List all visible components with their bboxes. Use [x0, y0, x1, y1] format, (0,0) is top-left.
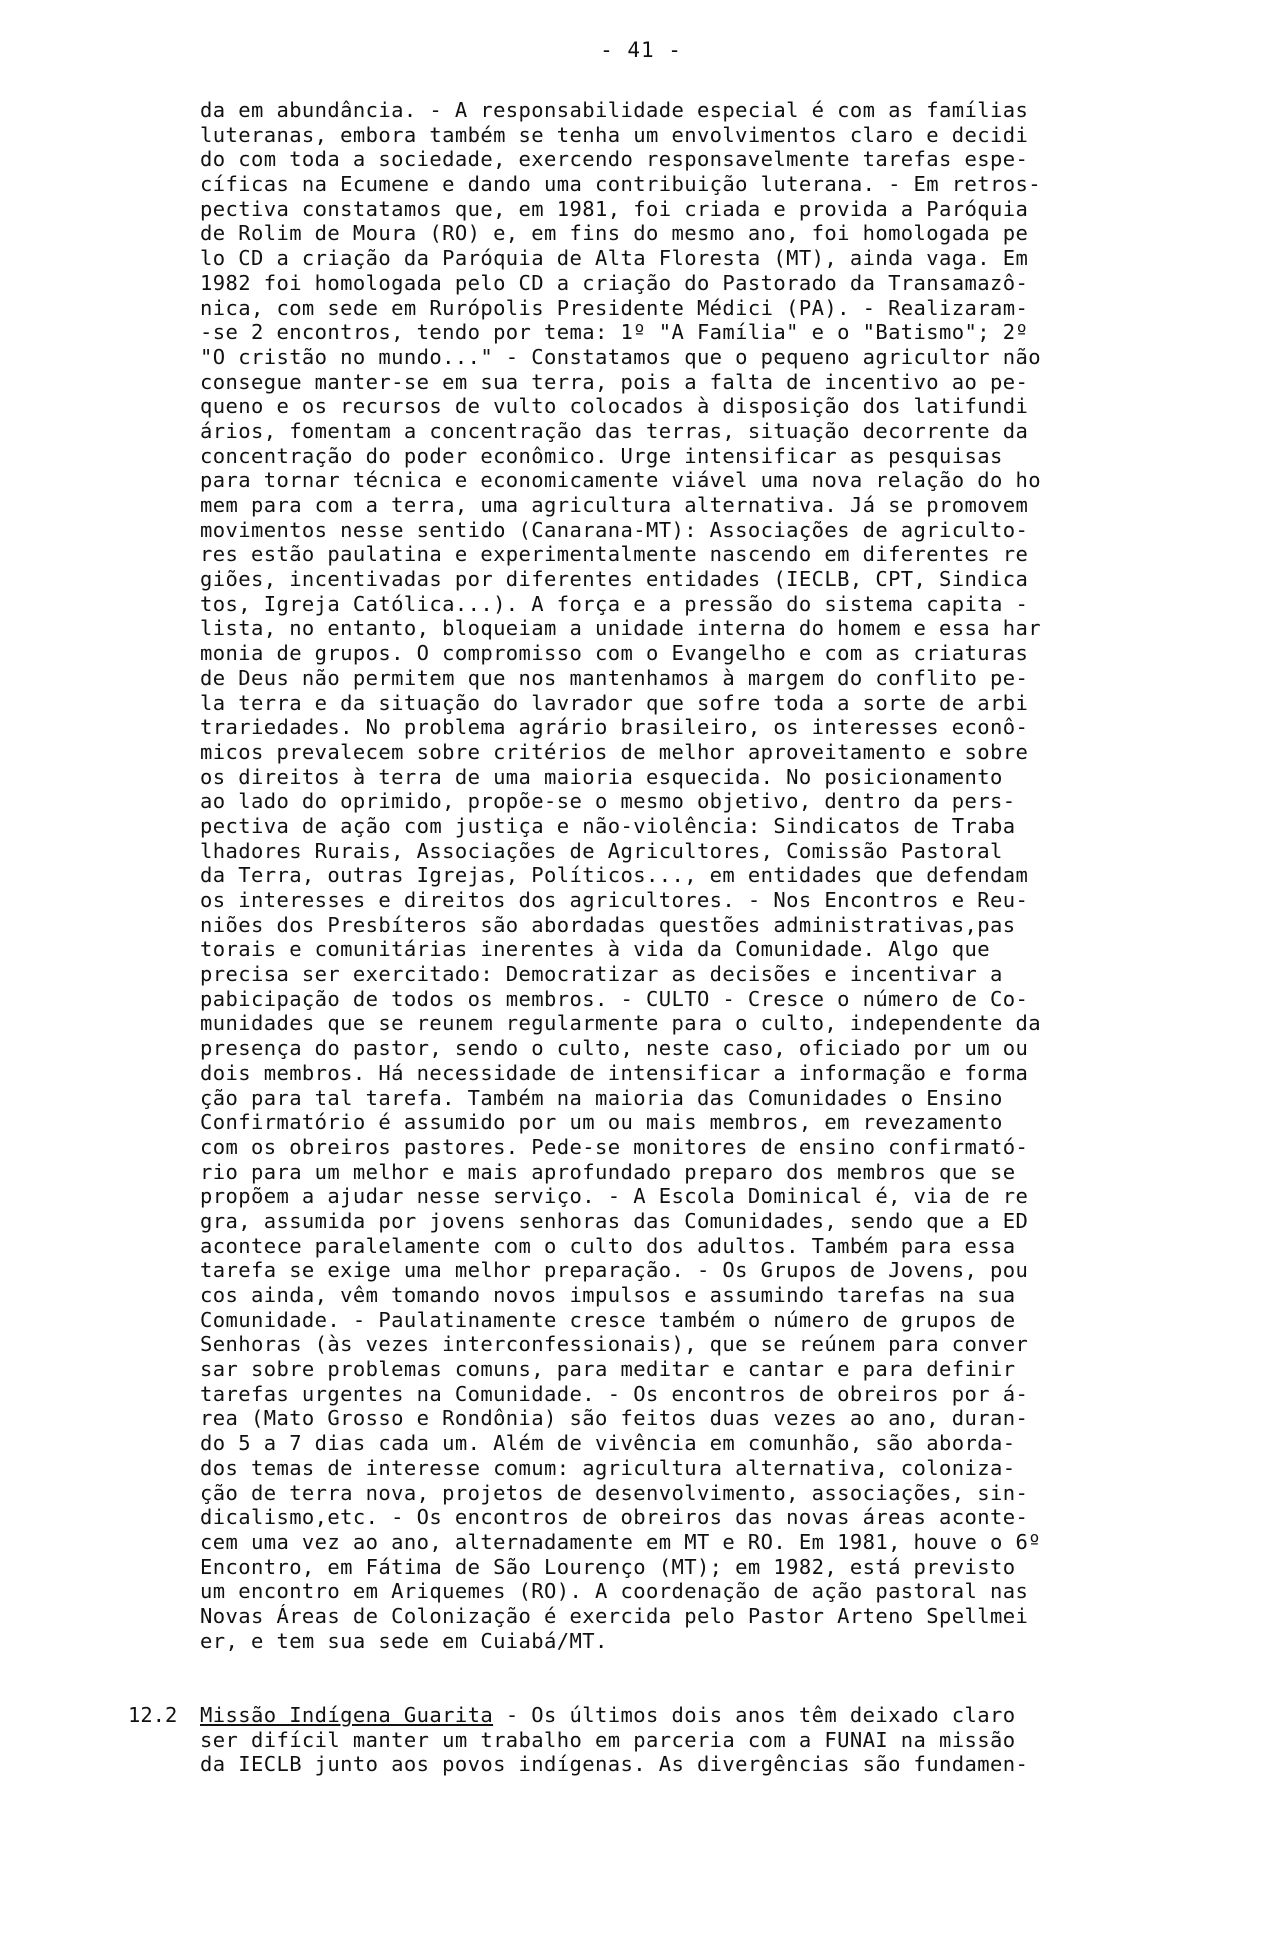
text-line: ários, fomentam a concentração das terras, situação decorrente da — [200, 418, 1029, 443]
text-line: ção de terra nova, projetos de desenvolvimento, associações, sin- — [200, 1480, 1029, 1505]
text-line: cos ainda, vêm tomando novos impulsos e assumindo tarefas na sua — [200, 1283, 1016, 1307]
text-line: do 5 a 7 dias cada um. Além de vivência em comunhão, são aborda- — [200, 1431, 1016, 1456]
text-line: de Deus não permitem que nos mantenhamos à margem do conflito pe- — [200, 665, 1029, 690]
text-line: com os obreiros pastores. Pede-se monitores de ensino confirmató- — [200, 1134, 1029, 1159]
text-line: pectiva de ação com justiça e não-violência: Sindicatos de Traba — [200, 813, 1016, 838]
text-line: ção para tal tarefa. Também na maioria das Comunidades o Ensino — [200, 1085, 1003, 1110]
text-line: cem uma vez ao ano, alternadamente em MT e RO. Em 1981, houve o 6º — [200, 1529, 1041, 1554]
text-line: concentração do poder econômico. Urge intensificar as pesquisas — [200, 443, 1003, 468]
section-line — [200, 1703, 1230, 1728]
text-line: Encontro, em Fátima de São Lourenço (MT); em 1982, está previsto — [200, 1554, 1016, 1579]
section-title: Missão Indígena Guarita — [200, 1703, 494, 1727]
text-line: micos prevalecem sobre critérios de melhor aproveitamento e sobre — [200, 739, 1029, 764]
text-line: mem para com a terra, uma agricultura alternativa. Já se promovem — [200, 493, 1029, 517]
text-line: nica, com sede em Rurópolis Presidente Médici (PA). - Realizaram- — [200, 295, 1029, 320]
text-line: presença do pastor, sendo o culto, neste caso, oficiado por um ou — [200, 1036, 1029, 1061]
section-line: ser difícil manter um trabalho em parceria com a FUNAI na missão — [200, 1727, 1016, 1752]
text-line: Novas Áreas de Colonização é exercida pelo Pastor Arteno Spellmei — [200, 1603, 1029, 1628]
text-line: er, e tem sua sede em Cuiabá/MT. — [200, 1628, 608, 1653]
text-line: ao lado do oprimido, propõe-se o mesmo objetivo, dentro da pers- — [200, 789, 1016, 814]
text-line: do com toda a sociedade, exercendo responsavelmente tarefas espe- — [200, 147, 1029, 172]
text-line: Confirmatório é assumido por um ou mais membros, em revezamento — [200, 1110, 1003, 1135]
text-line: da em abundância. - A responsabilidade especial é com as famílias — [200, 98, 1029, 122]
section-line: da IECLB junto aos povos indígenas. As divergências são fundamen- — [200, 1752, 1029, 1777]
text-line: Senhoras (às vezes interconfessionais), que se reúnem para conver — [200, 1332, 1029, 1357]
text-line: movimentos nesse sentido (Canarana-MT): Associações de agriculto- — [200, 517, 1029, 542]
section-line-rest: - Os últimos dois anos têm deixado claro — [493, 1703, 1016, 1727]
text-line: um encontro em Ariquemes (RO). A coordenação de ação pastoral nas — [200, 1579, 1029, 1604]
text-line: os direitos à terra de uma maioria esquecida. No posicionamento — [200, 764, 1003, 789]
text-line: monia de grupos. O compromisso com o Evangelho e com as criaturas — [200, 641, 1029, 666]
text-line: gra, assumida por jovens senhoras das Comunidades, sendo que a ED — [200, 1208, 1029, 1233]
text-line: dicalismo,etc. - Os encontros de obreiros das novas áreas aconte- — [200, 1505, 1029, 1530]
text-line: lista, no entanto, bloqueiam a unidade interna do homem e essa har — [200, 616, 1041, 641]
text-line: Comunidade. - Paulatinamente cresce também o número de grupos de — [200, 1307, 1016, 1332]
text-line: para tornar técnica e economicamente viável uma nova relação do ho — [200, 468, 1041, 493]
text-line: lo CD a criação da Paróquia de Alta Floresta (MT), ainda vaga. Em — [200, 246, 1029, 271]
text-line: torais e comunitárias inerentes à vida da Comunidade. Algo que — [200, 937, 991, 962]
text-line: cíficas na Ecumene e dando uma contribuição luterana. - Em retros- — [200, 172, 1041, 197]
text-line: munidades que se reunem regularmente para o culto, independente da — [200, 1011, 1041, 1036]
text-line: giões, incentivadas por diferentes entidades (IECLB, CPT, Sindica — [200, 567, 1029, 592]
text-line: tos, Igreja Católica...). A força e a pressão do sistema capita - — [200, 591, 1029, 616]
text-line: dois membros. Há necessidade de intensificar a informação e forma — [200, 1060, 1029, 1085]
text-line: dos temas de interesse comum: agricultura alternativa, coloniza- — [200, 1455, 1016, 1480]
text-line: tarefas urgentes na Comunidade. - Os encontros de obreiros por á- — [200, 1381, 1029, 1406]
text-line: trariedades. No problema agrário brasileiro, os interesses econô- — [200, 715, 1029, 740]
text-line: da Terra, outras Igrejas, Políticos..., em entidades que defendam — [200, 863, 1029, 888]
text-line: tarefa se exige uma melhor preparação. - Os Grupos de Jovens, pou — [200, 1258, 1029, 1283]
text-line: rea (Mato Grosso e Rondônia) são feitos duas vezes ao ano, duran- — [200, 1406, 1029, 1431]
text-line: 1982 foi homologada pelo CD a criação do Pastorado da Transamazô- — [200, 270, 1029, 295]
text-line: -se 2 encontros, tendo por tema: 1º "A Família" e o "Batismo"; 2º — [200, 320, 1029, 345]
text-line: precisa ser exercitado: Democratizar as decisões e incentivar a — [200, 962, 1003, 987]
text-line: res estão paulatina e experimentalmente nascendo em diferentes re — [200, 542, 1029, 567]
text-line: la terra e da situação do lavrador que sofre toda a sorte de arbi — [200, 690, 1029, 715]
text-line: niões dos Presbíteros são abordadas questões administrativas,pas — [200, 912, 1016, 937]
text-line: pabicipação de todos os membros. - CULTO - Cresce o número de Co- — [200, 986, 1029, 1011]
text-line: lhadores Rurais, Associações de Agricultores, Comissão Pastoral — [200, 838, 1003, 863]
text-line: queno e os recursos de vulto colocados à disposição dos latifundi — [200, 394, 1029, 419]
section-text — [200, 1703, 1230, 1777]
text-line: propõem a ajudar nesse serviço. - A Escola Dominical é, via de re — [200, 1184, 1029, 1209]
text-line: pectiva constatamos que, em 1981, foi criada e provida a Paróquia — [200, 196, 1029, 221]
section-number: 12.2 — [128, 1703, 178, 1727]
page-number: - 41 - — [600, 38, 682, 62]
text-line: acontece paralelamente com o culto dos adultos. Também para essa — [200, 1233, 1016, 1258]
text-line: luteranas, embora também se tenha um envolvimentos claro e decidi — [200, 122, 1029, 147]
text-line: rio para um melhor e mais aprofundado preparo dos membros que se — [200, 1159, 1016, 1184]
body-text — [200, 98, 1230, 1653]
text-line: consegue manter-se em sua terra, pois a falta de incentivo ao pe- — [200, 369, 1029, 394]
text-line: de Rolim de Moura (RO) e, em fins do mesmo ano, foi homologada pe — [200, 221, 1029, 246]
text-line: os interesses e direitos dos agricultores. - Nos Encontros e Reu- — [200, 888, 1029, 912]
text-line: "O cristão no mundo..." - Constatamos que o pequeno agricultor não — [200, 344, 1041, 369]
text-line: sar sobre problemas comuns, para meditar e cantar e para definir — [200, 1357, 1016, 1382]
